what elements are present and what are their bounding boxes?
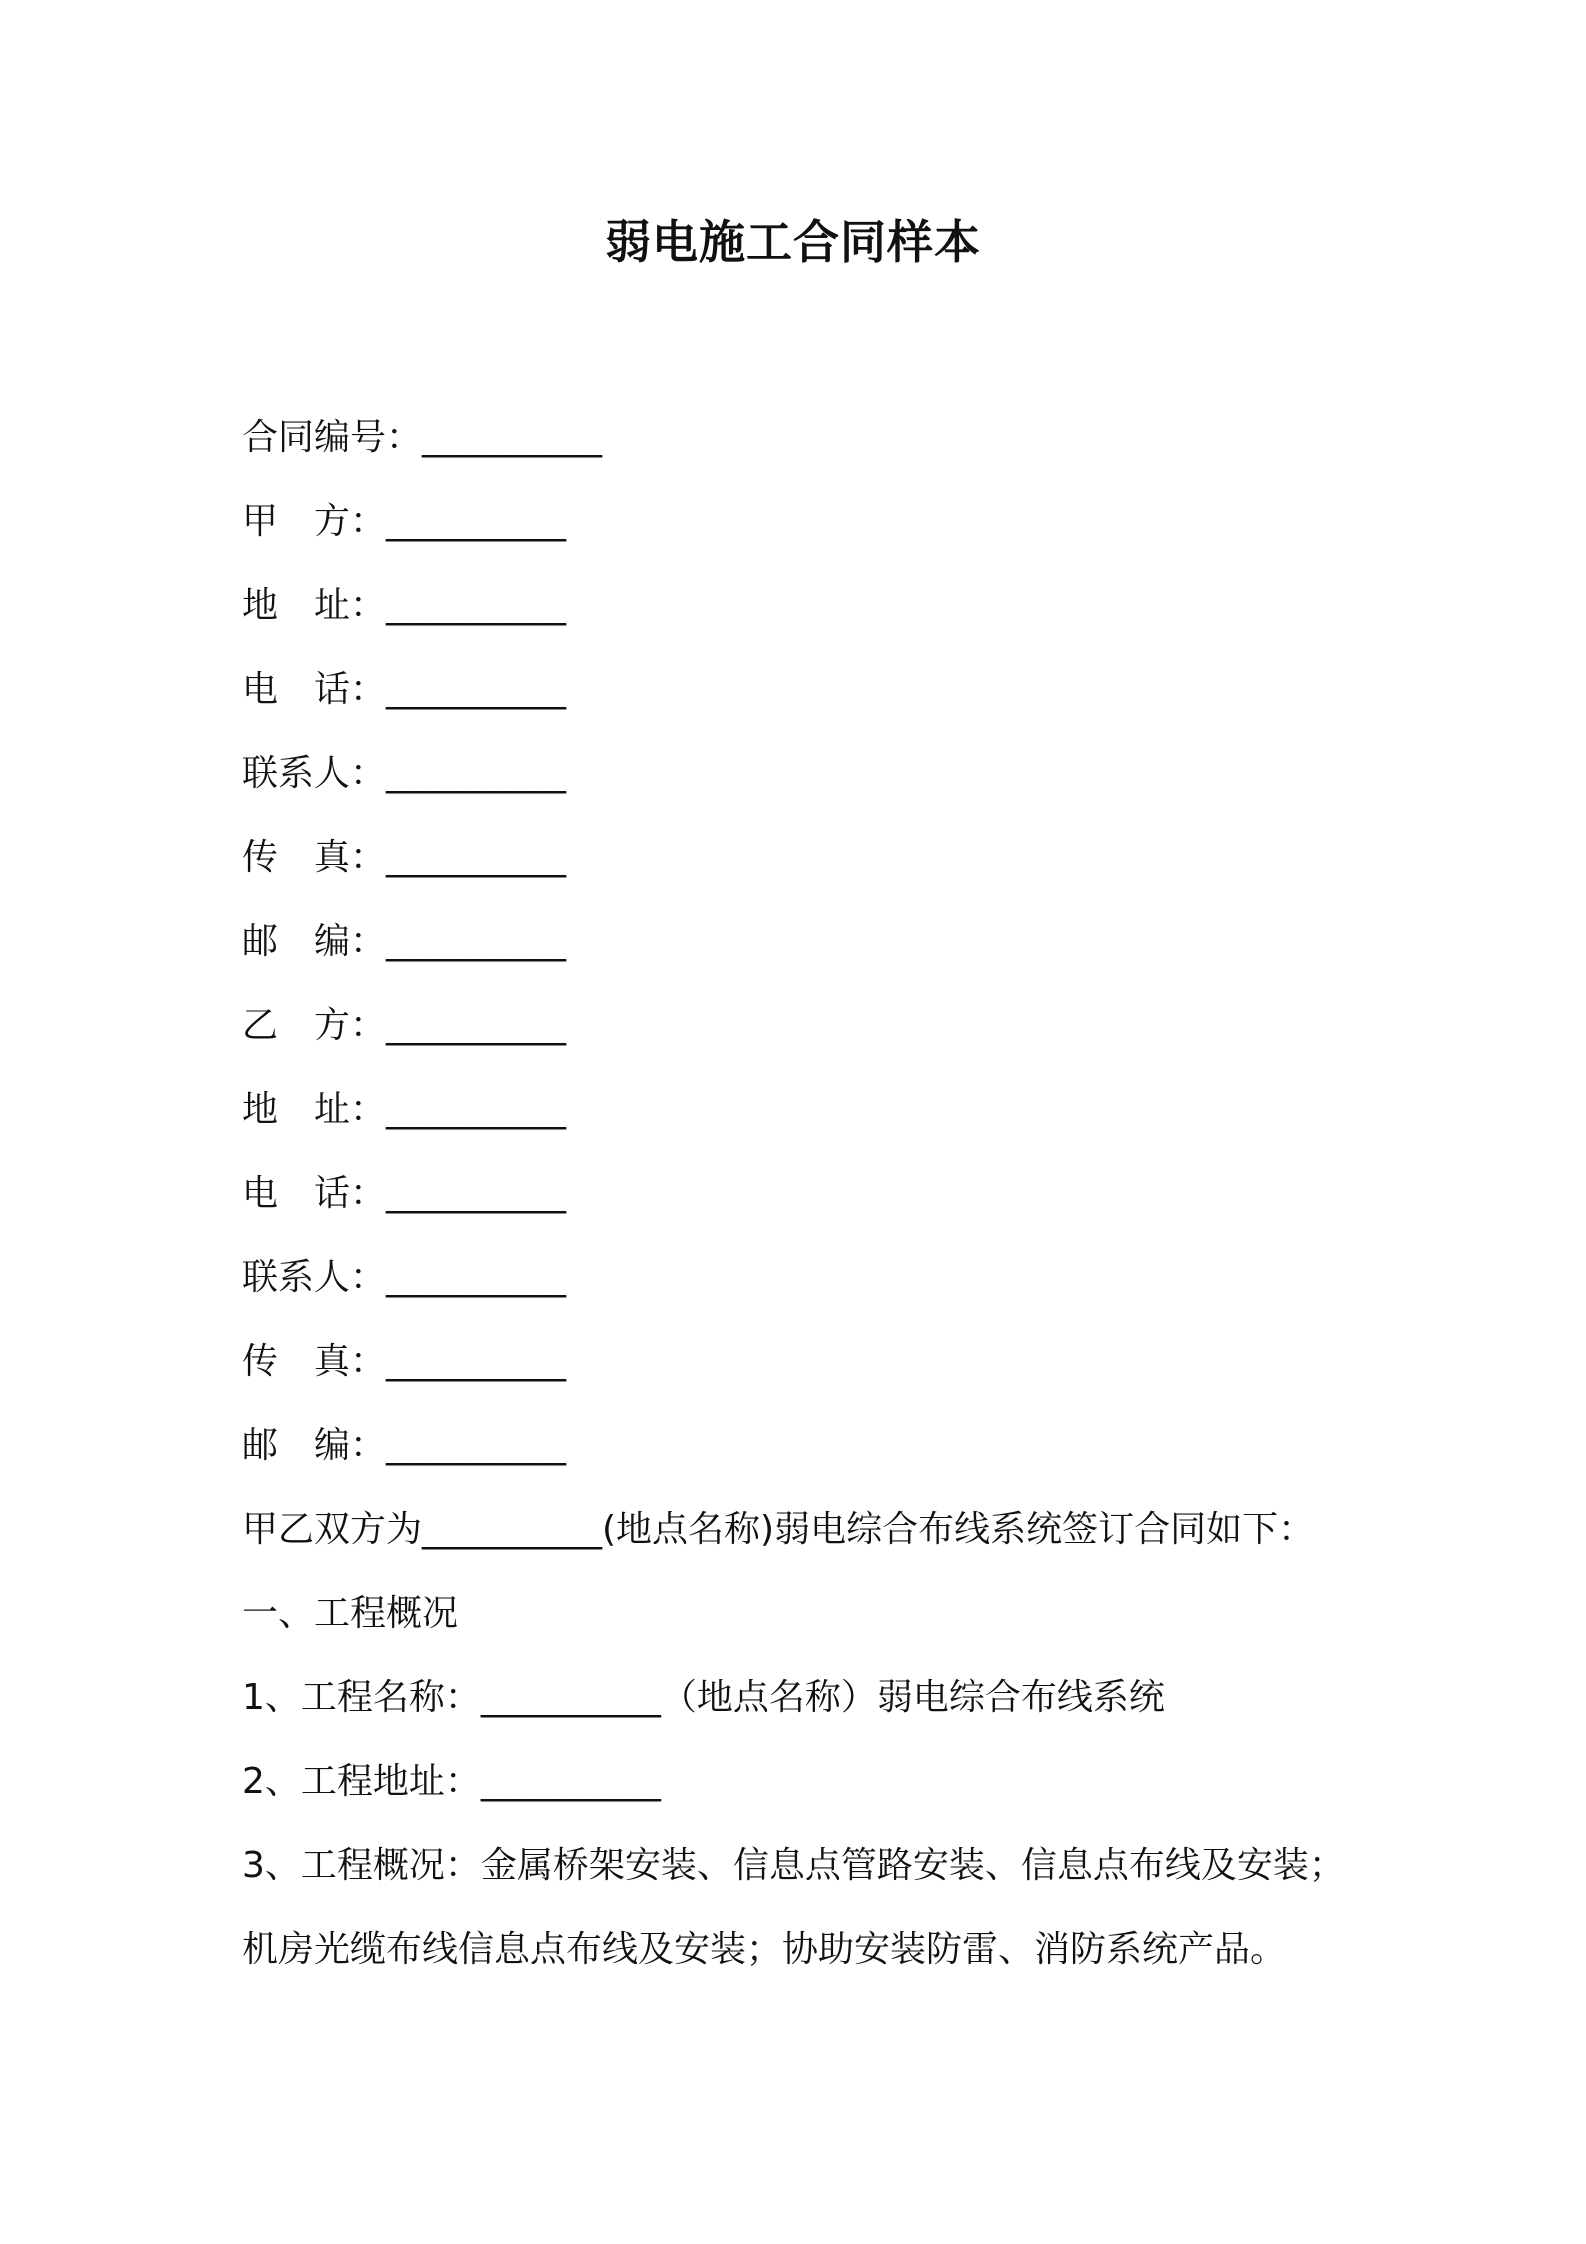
- party-b-phone-line: 电 话：__________: [242, 1173, 567, 1214]
- party-a-line: 甲 方：__________: [242, 501, 567, 542]
- party-b-contact-line: 联系人：__________: [242, 1257, 567, 1298]
- contract-number-line: 合同编号：__________: [242, 417, 603, 458]
- party-b-line: 乙 方：__________: [242, 1005, 567, 1046]
- section-heading: 一、工程概况: [242, 1593, 459, 1634]
- document-title: 弱电施工合同样本: [605, 215, 981, 269]
- party-a-phone-line: 电 话：__________: [242, 669, 567, 710]
- agreement-intro-line: 甲乙双方为__________(地点名称)弱电综合布线系统签订合同如下：: [242, 1509, 1315, 1550]
- party-b-address-line: 地 址：__________: [242, 1089, 567, 1130]
- party-b-postcode-line: 邮 编：__________: [242, 1425, 567, 1466]
- party-a-postcode-line: 邮 编：__________: [242, 921, 567, 962]
- project-name-line: 1、工程名称：__________（地点名称）弱电综合布线系统: [242, 1677, 1165, 1718]
- party-b-fax-line: 传 真：__________: [242, 1341, 567, 1382]
- project-overview-continued-line: 机房光缆布线信息点布线及安装；协助安装防雷、消防系统产品。: [242, 1929, 1287, 1970]
- project-overview-line: 3、工程概况：金属桥架安装、信息点管路安装、信息点布线及安装；: [242, 1845, 1345, 1886]
- document-body: [242, 410, 1392, 2006]
- party-a-fax-line: 传 真：__________: [242, 837, 567, 878]
- party-a-address-line: 地 址：__________: [242, 585, 567, 626]
- party-a-contact-line: 联系人：__________: [242, 753, 567, 794]
- project-address-line: 2、工程地址：__________: [242, 1761, 661, 1802]
